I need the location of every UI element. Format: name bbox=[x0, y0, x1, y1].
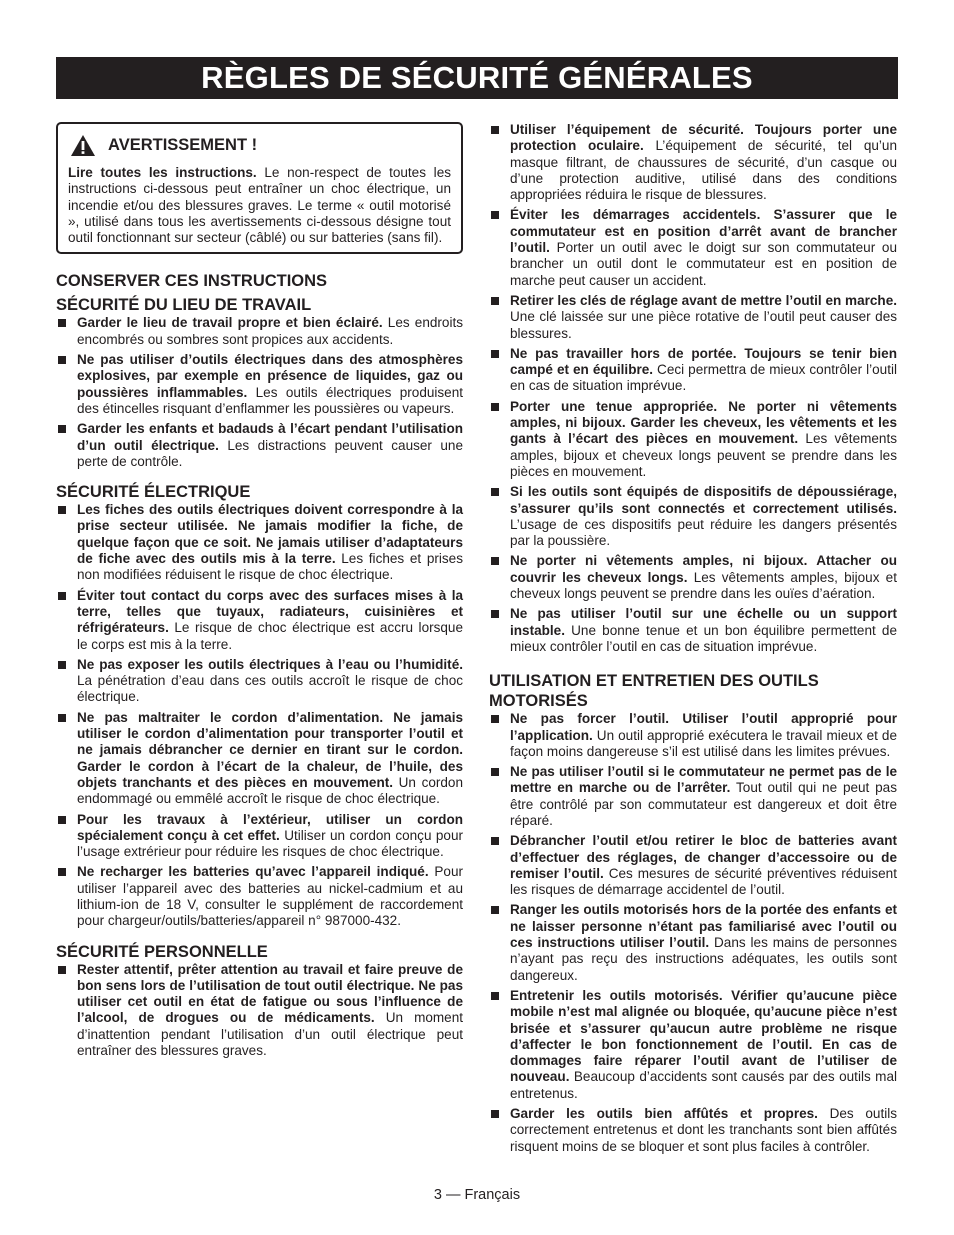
rule-bold: Ranger les outils motorisés hors de la portée des enfants et ne laisser personne n’étant pas familiarisé avec l’outil ou ces instructions utiliser l’outil. bbox=[510, 902, 897, 951]
rule-item bbox=[489, 293, 897, 342]
rule-item bbox=[56, 588, 463, 653]
rule-item bbox=[489, 988, 897, 1102]
square-bullet-icon bbox=[491, 992, 499, 1000]
rule-item bbox=[489, 902, 897, 983]
rule-bold: Éviter les démarrages accidentels. S’assurer que le commutateur est en position d’arrêt avant de brancher l’outil. bbox=[510, 207, 897, 256]
square-bullet-icon bbox=[491, 1110, 499, 1118]
warning-lead: Lire toutes les instructions. bbox=[68, 165, 257, 180]
rule-bold: Ne pas utiliser l’outil sur une échelle ou un support instable. bbox=[510, 606, 897, 638]
left-column bbox=[56, 122, 463, 1063]
warning-box bbox=[56, 122, 463, 254]
rule-item bbox=[489, 1106, 897, 1155]
rule-bold: Débrancher l’outil et/ou retirer le bloc de batteries avant d’effectuer des réglages, de changer d’accessoire ou de remiser l’outil. bbox=[510, 833, 897, 881]
square-bullet-icon bbox=[491, 211, 499, 219]
rule-text: Un cordon endommagé ou emmêlé accroît le risque de choc électrique. bbox=[77, 774, 463, 807]
rule-item bbox=[489, 764, 897, 829]
warning-title: AVERTISSEMENT ! bbox=[108, 136, 258, 155]
rule-item bbox=[489, 833, 897, 898]
rule-text: Porter un outil avec le doigt sur son commutateur ou brancher un outil dont le commutateur est en position de marche peut causer un accident. bbox=[510, 240, 897, 288]
rule-item bbox=[56, 657, 463, 706]
rule-text: Dans les mains de personnes n’ayant pas reçu des instructions adéquates, les outils sont dangereux. bbox=[510, 935, 897, 983]
rule-text: Les vêtements amples, bijoux et cheveux longs peuvent se prendre dans les pièces en mouvement. bbox=[510, 431, 897, 479]
square-bullet-icon bbox=[58, 661, 66, 669]
square-bullet-icon bbox=[491, 837, 499, 845]
square-bullet-icon bbox=[491, 768, 499, 776]
right-column bbox=[489, 122, 897, 1159]
rule-bold: Utiliser l’équipement de sécurité. Toujours porter une protection oculaire. bbox=[510, 122, 897, 154]
rule-item bbox=[56, 315, 463, 348]
rule-item bbox=[489, 207, 897, 288]
square-bullet-icon bbox=[58, 356, 66, 364]
workplace-safety-heading: SÉCURITÉ DU LIEU DE TRAVAIL bbox=[56, 296, 312, 315]
rule-bold: Rester attentif, prêter attention au travail et faire preuve de bon sens lors de l’utilisation de tout outil électrique. Ne pas utiliser cet outil en état de fatigue ou sous l’influence de l’alcool, de drogues ou de médicaments. bbox=[77, 961, 463, 1026]
personal-safety-heading: SÉCURITÉ PERSONNELLE bbox=[56, 942, 268, 961]
warning-header bbox=[68, 134, 451, 157]
rule-text: Le risque de choc électrique est accru lorsque le corps est mis à la terre. bbox=[77, 620, 463, 652]
personal-safety-list-continued bbox=[489, 122, 897, 655]
rule-item bbox=[56, 352, 463, 417]
rule-text: Utiliser un cordon conçu pour l’usage extrérieur pour réduire les risques de choc électrique. bbox=[77, 827, 463, 860]
rule-item bbox=[489, 122, 897, 203]
rule-text: Les vêtements amples, bijoux et cheveux longs peuvent se prendre dans les ouïes d’aération. bbox=[510, 569, 897, 602]
rule-bold: Ne pas travailler hors de portée. Toujours se tenir bien campé et en équilibre. bbox=[510, 345, 897, 378]
square-bullet-icon bbox=[491, 297, 499, 305]
rule-text: Tout outil qui ne peut pas être contrôlé par son commutateur est dangereux et doit être réparé. bbox=[510, 780, 897, 828]
rule-text: Les outils électriques produisent des étincelles risquant d’enflammer les poussières ou vapeurs. bbox=[77, 384, 464, 416]
square-bullet-icon bbox=[491, 610, 499, 618]
rule-text: Des outils correctement entretenus et dont les tranchants sont bien affûtés risquent moins de se bloquer et sont plus faciles à contrôler. bbox=[510, 1106, 898, 1154]
rule-item bbox=[489, 484, 897, 549]
rule-item bbox=[56, 962, 463, 1060]
square-bullet-icon bbox=[58, 592, 66, 600]
personal-safety-list bbox=[56, 962, 463, 1060]
rule-bold: Ne pas utiliser d’outils électriques dans des atmosphères explosives, par exemple en présence de liquides, gaz ou poussières inflammables. bbox=[77, 352, 463, 400]
warning-text bbox=[68, 165, 451, 246]
square-bullet-icon bbox=[58, 714, 66, 722]
square-bullet-icon bbox=[491, 906, 499, 914]
rule-text: La pénétration d’eau dans ces outils accroît le risque de choc électrique. bbox=[77, 673, 463, 705]
rule-bold: Garder le lieu de travail propre et bien éclairé. bbox=[77, 315, 383, 331]
rule-bold: Ne pas forcer l’outil. Utiliser l’outil approprié pour l’application. bbox=[510, 711, 897, 743]
square-bullet-icon bbox=[491, 350, 499, 358]
rule-bold: Ne porter ni vêtements amples, ni bijoux. Attacher ou couvrir les cheveux longs. bbox=[510, 553, 897, 585]
rule-text: Les distractions peuvent causer une perte de contrôle. bbox=[77, 437, 463, 469]
rule-text: Ces mesures de sécurité préventives réduisent les risques de démarrage accidentel de l’outil. bbox=[510, 865, 897, 898]
rule-bold: Ne pas exposer les outils électriques à l’eau ou l’humidité. bbox=[77, 656, 463, 672]
square-bullet-icon bbox=[58, 816, 66, 824]
rule-item bbox=[489, 553, 897, 602]
rule-text: Un outil approprié exécutera le travail mieux et de façon moins dangereuse s’il est utilisé dans les limites prévues. bbox=[510, 727, 897, 759]
rule-text: L’usage de ces dispositifs peut réduire les dangers présentés par la poussière. bbox=[510, 516, 897, 549]
square-bullet-icon bbox=[58, 966, 66, 974]
rule-item bbox=[489, 346, 897, 395]
tool-use-list bbox=[489, 711, 897, 1155]
rule-bold: Retirer les clés de réglage avant de mettre l’outil en marche. bbox=[510, 292, 897, 308]
page-footer: 3 — Français bbox=[433, 1187, 521, 1203]
rule-item bbox=[489, 399, 897, 480]
rule-bold: Éviter tout contact du corps avec des surfaces mises à la terre, telles que tuyaux, radiateurs, cuisinières et réfrigérateurs. bbox=[77, 587, 463, 636]
rule-bold: Garder les outils bien affûtés et propres. bbox=[510, 1106, 818, 1122]
tool-use-heading: UTILISATION ET ENTRETIEN DES OUTILS MOTORISÉS bbox=[489, 672, 819, 711]
rule-item bbox=[56, 502, 463, 583]
square-bullet-icon bbox=[58, 868, 66, 876]
rule-bold: Si les outils sont équipés de dispositifs de dépoussiérage, s’assurer qu’ils sont connectés et correctement utilisés. bbox=[510, 484, 897, 516]
rule-item bbox=[56, 421, 463, 470]
square-bullet-icon bbox=[58, 506, 66, 514]
rule-text: Une clé laissée sur une pièce rotative de l’outil peut causer des blessures. bbox=[510, 309, 897, 341]
electrical-safety-list bbox=[56, 502, 463, 929]
rule-bold: Entretenir les outils motorisés. Vérifier qu’aucune pièce mobile n’est mal alignée ou bloquée, qu’aucune pièce n’est brisée et s’assurer qu’aucun autre problème ne risque d’affecter le bon fonctionnement de l’outil. En cas de dommages faire réparer l’outil avant de l’utiliser de nouveau. bbox=[510, 987, 897, 1085]
rule-item bbox=[489, 711, 897, 760]
rule-text: Les fiches et prises non modifiées réduisent le risque de choc électrique. bbox=[77, 551, 463, 583]
rule-item bbox=[56, 864, 463, 929]
rule-text: Beaucoup d’accidents sont causés par des outils mal entretenus. bbox=[510, 1069, 897, 1101]
square-bullet-icon bbox=[491, 488, 499, 496]
workplace-safety-list bbox=[56, 315, 463, 470]
rule-bold: Les fiches des outils électriques doivent correspondre à la prise secteur utilisée. Ne jamais modifier la fiche, de quelque façon que ce soit. Ne jamais utiliser d’adaptateurs de fiche avec des outils mis à la terre. bbox=[77, 502, 463, 567]
square-bullet-icon bbox=[58, 319, 66, 327]
rule-bold: Pour les travaux à l’extérieur, utiliser un cordon spécialement conçu à cet effet. bbox=[77, 811, 463, 843]
rule-item bbox=[56, 710, 463, 808]
square-bullet-icon bbox=[491, 715, 499, 723]
warning-body: Le non-respect de toutes les instructions ci-dessous peut entraîner un choc électrique, un incendie et/ou des blessures graves. Le terme « outil motorisé », utilisé dans tous les avertissements ci-dessous désigne tout outil fonctionnant sur secteur (câblé) ou sur batteries (sans fil). bbox=[68, 165, 451, 246]
rule-text: Les endroits encombrés ou sombres sont propices aux accidents. bbox=[77, 315, 463, 347]
square-bullet-icon bbox=[58, 425, 66, 433]
rule-bold: Garder les enfants et badauds à l’écart pendant l’utilisation d’un outil électrique. bbox=[77, 421, 463, 453]
rule-text: Pour utiliser l’appareil avec des batteries au nickel-cadmium et au lithium-ion de 18 V, consulter le supplément de raccordement pour chargeur/outils/batteries/appareil n° 987000-432. bbox=[77, 864, 463, 929]
rule-item bbox=[56, 812, 463, 861]
warning-triangle-icon bbox=[70, 134, 96, 157]
rule-item bbox=[489, 606, 897, 655]
square-bullet-icon bbox=[491, 403, 499, 411]
rule-text: Un moment d’inattention pendant l’utilisation d’un outil électrique peut entraîner des blessures graves. bbox=[77, 1010, 464, 1059]
rule-bold: Ne pas maltraiter le cordon d’alimentation. Ne jamais utiliser le cordon d’alimentation pour transporter l’outil et ne jamais débrancher ce dernier en tirant sur le cordon. Garder le cordon à l’écart de la chaleur, de l’huile, des objets tranchants et des pièces en mouvement. bbox=[77, 709, 463, 790]
square-bullet-icon bbox=[491, 126, 499, 134]
page-title: RÈGLES DE SÉCURITÉ GÉNÉRALES bbox=[56, 57, 898, 99]
rule-bold: Porter une tenue appropriée. Ne porter ni vêtements amples, ni bijoux. Garder les cheveux, les vêtements et les gants à l’écart des pièces en mouvement. bbox=[510, 398, 897, 447]
electrical-safety-heading: SÉCURITÉ ÉLECTRIQUE bbox=[56, 483, 251, 502]
rule-bold: Ne recharger les batteries qu’avec l’appareil indiqué. bbox=[77, 864, 429, 880]
rule-text: Ceci permettra de mieux contrôler l’outil en cas de situation imprévue. bbox=[510, 362, 897, 394]
keep-instructions-heading: CONSERVER CES INSTRUCTIONS bbox=[56, 272, 328, 291]
rule-text: L’équipement de sécurité, tel qu’un masque filtrant, de chaussures de sécurité, d’un casque ou d’une protection auditive, utilisé dans des conditions appropriées réduira le risque de blessures. bbox=[510, 138, 897, 203]
square-bullet-icon bbox=[491, 557, 499, 565]
rule-text: Une bonne tenue et un bon équilibre permettent de mieux contrôler l’outil en cas de situation imprévue. bbox=[510, 622, 897, 654]
rule-bold: Ne pas utiliser l’outil si le commutateur ne permet pas de le mettre en marche ou de l’arrêter. bbox=[510, 764, 897, 796]
